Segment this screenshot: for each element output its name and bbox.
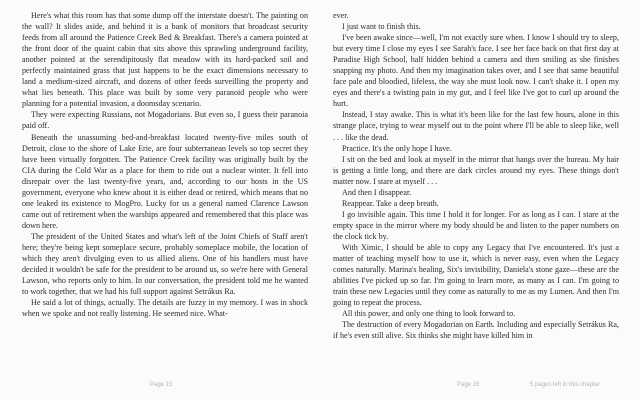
paragraph: And then I disappear. <box>342 187 412 197</box>
paragraph: The president of the United States and what's left of the Joint Chiefs of Staff aren't here; they're being kept someplace secure, probably someplace mobile, the location of which they aren't divulging even to us allied aliens. One of his handlers must have decided it wouldn't be safe for the president to be around us, so we're here with General Lawson, who reports only to him. In our conversation, the president told me he wanted to work together, that we had his full support against Setrákus Ra. <box>22 231 308 297</box>
paragraph: Instead, I stay awake. This is what it's been like for the last few hours, alone in this strange place, trying to wear myself out to the point where I'll be able to sleep like, well . . . like the dead. <box>333 110 619 142</box>
paragraph: ever. <box>333 11 349 20</box>
chapter-progress-label: 5 pages left in this chapter <box>530 382 601 388</box>
paragraph: He said a lot of things, actually. The details are fuzzy in my memory. I was in shock when we spoke and not really listening. He seemed nice. What- <box>22 298 308 319</box>
paragraph: All this power, and only one thing to look forward to. <box>342 309 516 319</box>
right-page-number: Page 16 <box>457 382 480 388</box>
paragraph: With Ximic, I should be able to copy any Legacy that I've encountered. It's just a matter of teaching myself how to use it, which is never easy, even when the Legacy comes naturally. Marina's healing, Six's invisibility, Daniela's stone gaze—these are the abilities I've picked up so far. I'm going to learn more, as many as I can. I'm going to train these new Legacies until they come as naturally to me as my Lumen. And then I'm going to repeat the process. <box>333 242 619 308</box>
paragraph: Practice. It's the only hope I have. <box>342 143 452 153</box>
left-page <box>22 10 308 375</box>
paragraph: I go invisible again. This time I hold it for longer. For as long as I can. I stare at the empty space in the mirror where my body should be and listen to the paper numbers on the clock tick by. <box>333 209 619 241</box>
paragraph: I've been awake since—well, I'm not exactly sure when. I know I should try to sleep, but every time I close my eyes I see Sarah's face. I see her face back on that first day at Paradise High School, half hidden behind a camera and then smiling as she finishes snapping my photo. And then my imagination takes over, and I see that same beautiful face pale and bloodied, lifeless, the way she must look now. I can't shake it. I open my eyes and there's a twisting pain in my gut, and I feel like I've got to curl up around the hurt. <box>333 33 619 109</box>
left-page-number: Page 15 <box>150 382 173 388</box>
paragraph: Here's what this room has that some dump off the interstate doesn't. The painting on the wall? It slides aside, and behind it is a bank of monitors that broadcast security feeds from all around the Patience Creek Bed & Breakfast. There's a camera pointed at the front door of the quaint cabin that sits above this sprawling underground facility, another pointed at the serendipitously flat meadow with its hard-packed soil and perfectly maintained grass that just happens to be the exact dimensions necessary to land a medium-sized aircraft, and dozens of other feeds surveilling the property and what lies beneath. This place was built by some very paranoid people who were planning for a potential invasion, a doomsday scenario. <box>22 11 308 109</box>
paragraph: The destruction of every Mogadorian on Earth. Including and especially Setrákus Ra, if he's even still alive. Six thinks she might have killed him in <box>333 320 619 341</box>
paragraph: Reappear. Take a deep breath. <box>342 198 439 208</box>
paragraph: Beneath the unassuming bed-and-breakfast located twenty-five miles south of Detroit, close to the shore of Lake Erie, are four subterranean levels so top secret they have been virtually forgotten. The Patience Creek facility was originally built by the CIA during the Cold War as a place for them to ride out a nuclear winter. It fell into disrepair over the last twenty-five years, and, according to our hosts in the US government, everyone who knew about it is either dead or retired, which means that no one leaked its existence to MogPro. Lucky for us a general named Clarence Lawson came out of retirement when the warships appeared and remembered that this place was down here. <box>22 132 308 230</box>
paragraph: They were expecting Russians, not Mogadorians. But even so, I guess their paranoia paid off. <box>22 110 308 131</box>
paragraph: I just want to finish this. <box>342 22 421 32</box>
right-page <box>333 10 619 375</box>
paragraph: I sit on the bed and look at myself in the mirror that hangs over the bureau. My hair is getting a little long, and there are dark circles around my eyes. These things don't matter now. I stare at myself . . . <box>333 154 619 186</box>
